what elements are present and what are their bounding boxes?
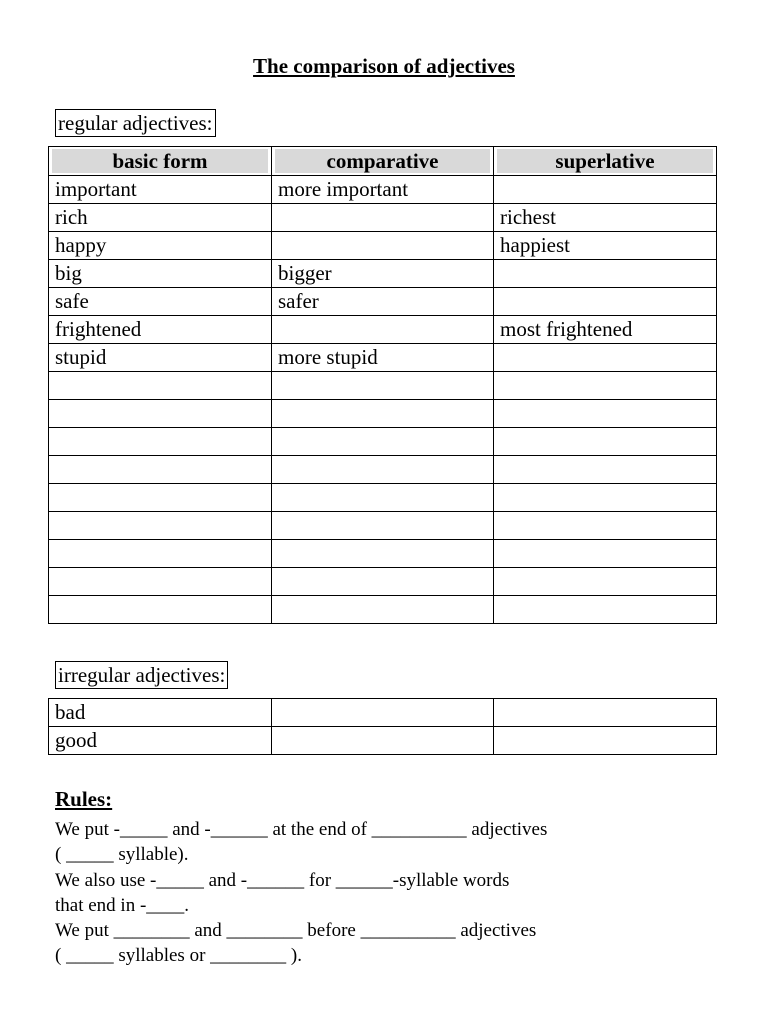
table-row (49, 400, 717, 428)
table-row (49, 260, 717, 288)
cell-basic-form (49, 428, 272, 456)
cell-comparative (272, 727, 494, 755)
cell-superlative (494, 456, 717, 484)
cell-comparative (272, 232, 494, 260)
cell-comparative (272, 316, 494, 344)
cell-basic-form: bad (49, 699, 272, 727)
page-title: The comparison of adjectives (253, 54, 515, 78)
cell-superlative (494, 288, 717, 316)
cell-comparative (272, 540, 494, 568)
table-row (49, 699, 717, 727)
irregular-adjectives-label: irregular adjectives: (55, 661, 228, 689)
cell-superlative (494, 540, 717, 568)
cell-comparative: more stupid (272, 344, 494, 372)
cell-basic-form: safe (49, 288, 272, 316)
cell-superlative (494, 400, 717, 428)
rules-line: ( _____ syllable). (55, 844, 189, 866)
cell-basic-form (49, 484, 272, 512)
cell-comparative (272, 428, 494, 456)
cell-basic-form: big (49, 260, 272, 288)
cell-comparative (272, 400, 494, 428)
cell-superlative (494, 428, 717, 456)
rules-line: ( _____ syllables or ________ ). (55, 945, 302, 967)
table-row (49, 428, 717, 456)
cell-superlative (494, 727, 717, 755)
table-row (49, 568, 717, 596)
cell-superlative (494, 484, 717, 512)
cell-comparative (272, 568, 494, 596)
cell-superlative: richest (494, 204, 717, 232)
cell-superlative (494, 699, 717, 727)
cell-superlative (494, 372, 717, 400)
table-row (49, 204, 717, 232)
cell-superlative (494, 344, 717, 372)
cell-basic-form (49, 456, 272, 484)
cell-comparative (272, 699, 494, 727)
rules-line: We also use -_____ and -______ for ______-syllable words (55, 869, 510, 891)
cell-superlative (494, 176, 717, 204)
cell-superlative (494, 260, 717, 288)
cell-comparative: more important (272, 176, 494, 204)
cell-superlative: most frightened (494, 316, 717, 344)
cell-basic-form (49, 568, 272, 596)
table-row (49, 344, 717, 372)
header-superlative: superlative (494, 147, 717, 176)
header-comparative: comparative (272, 147, 494, 176)
rules-line: We put -_____ and -______ at the end of __________ adjectives (55, 819, 548, 840)
cell-basic-form (49, 400, 272, 428)
cell-basic-form: rich (49, 204, 272, 232)
cell-basic-form: frightened (49, 316, 272, 344)
table-row (49, 456, 717, 484)
cell-comparative (272, 204, 494, 232)
cell-basic-form (49, 512, 272, 540)
cell-superlative (494, 512, 717, 540)
cell-comparative (272, 484, 494, 512)
table-header-row (49, 147, 717, 176)
table-row (49, 484, 717, 512)
cell-superlative (494, 568, 717, 596)
table-row (49, 176, 717, 204)
cell-comparative: safer (272, 288, 494, 316)
cell-superlative: happiest (494, 232, 717, 260)
regular-adjectives-label: regular adjectives: (55, 109, 216, 137)
cell-basic-form (49, 596, 272, 624)
cell-basic-form (49, 372, 272, 400)
table-row (49, 540, 717, 568)
regular-adjectives-table (48, 146, 717, 624)
table-row (49, 232, 717, 260)
cell-basic-form: stupid (49, 344, 272, 372)
table-row (49, 372, 717, 400)
cell-comparative (272, 596, 494, 624)
table-row (49, 512, 717, 540)
table-row (49, 727, 717, 755)
cell-comparative (272, 512, 494, 540)
header-basic-form: basic form (49, 147, 272, 176)
table-row (49, 596, 717, 624)
rules-line: that end in -____. (55, 894, 190, 916)
cell-comparative (272, 456, 494, 484)
cell-basic-form (49, 540, 272, 568)
rules-heading: Rules: (55, 787, 113, 811)
rules-text (55, 817, 547, 969)
table-row (49, 316, 717, 344)
irregular-adjectives-table (48, 698, 717, 755)
cell-comparative: bigger (272, 260, 494, 288)
cell-basic-form: good (49, 727, 272, 755)
rules-line: We put ________ and ________ before __________ adjectives (55, 920, 537, 942)
table-row (49, 288, 717, 316)
cell-superlative (494, 596, 717, 624)
cell-basic-form: happy (49, 232, 272, 260)
cell-comparative (272, 372, 494, 400)
cell-basic-form: important (49, 176, 272, 204)
